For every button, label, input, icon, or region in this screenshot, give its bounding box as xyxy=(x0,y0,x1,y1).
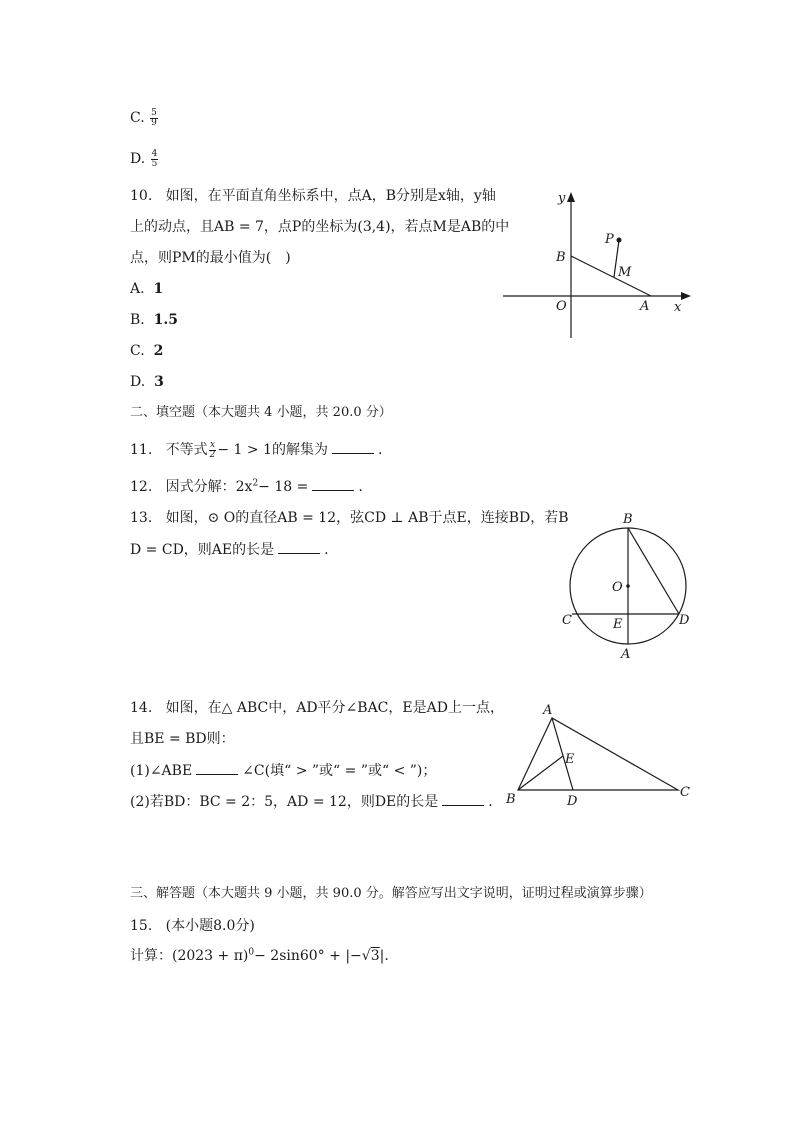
q12: 12. 因式分解：$2x^2- 18$ = . xyxy=(130,476,363,497)
q10-coordinate-figure xyxy=(495,180,705,345)
label-a: A xyxy=(640,299,650,314)
center-o xyxy=(626,584,630,588)
q10-option-a: A. 1 xyxy=(130,281,164,297)
x-axis-arrow-icon xyxy=(681,292,691,300)
label-p: P xyxy=(605,232,614,247)
q10-line-2: 上的动点，且AB = 7，点P的坐标为(3,4)，若点M是AB的中 xyxy=(130,219,510,235)
label-e: E xyxy=(565,752,575,767)
q14-triangle-figure xyxy=(500,698,700,810)
point-p xyxy=(617,238,622,243)
answer-blank xyxy=(442,791,484,806)
label-d: D xyxy=(679,613,690,628)
fraction: $\frac{5}{9}$ xyxy=(151,107,157,128)
label-c: C xyxy=(680,785,690,800)
section-3-title: 三、解答题（本大题共 9 小题，共 90.0 分。解答应写出文字说明，证明过程或演算步骤） xyxy=(130,886,652,901)
label-o: O xyxy=(612,580,623,595)
segment-bd xyxy=(628,528,679,614)
q14-part-2: (2)若BD：BC = 2：5，AD = 12，则DE的长是 . xyxy=(130,791,493,812)
label-b: B xyxy=(623,512,633,527)
answer-blank xyxy=(312,476,354,491)
q10-option-d: D. 3 xyxy=(130,374,164,390)
q15-header: 15. (本小题8.0分) xyxy=(130,918,255,934)
label-b: B xyxy=(556,250,566,265)
label-a: A xyxy=(543,703,553,718)
triangle-abc xyxy=(518,718,678,790)
q13-line-1: 13. 如图，⊙ O的直径AB = 12，弦CD ⊥ AB于点E，连接BD，若B xyxy=(130,510,569,526)
section-2-title: 二、填空题（本大题共 4 小题，共 20.0 分） xyxy=(130,405,392,420)
q14-line-1: 14. 如图，在△ ABC中，AD平分∠BAC，E是AD上一点， xyxy=(130,700,504,716)
label-e: E xyxy=(613,617,623,632)
fraction: $\frac{x}{2}$ xyxy=(209,439,216,460)
q10-option-c: C. 2 xyxy=(130,343,164,359)
q14-line-2: 且BE = BD则： xyxy=(130,731,235,747)
label-m: M xyxy=(618,265,632,280)
q9-option-c: C. $\frac{5}{9}$ xyxy=(130,107,157,128)
q10-option-b: B. 1.5 xyxy=(130,312,179,328)
label-o: O xyxy=(556,299,567,314)
fraction: $\frac{4}{5}$ xyxy=(151,148,158,169)
segment-ab xyxy=(571,256,651,296)
answer-blank xyxy=(278,539,320,554)
q10-line-1: 10. 如图，在平面直角坐标系中，点A，B分别是x轴，y轴 xyxy=(130,188,496,204)
q11: 11. 不等式 $\frac{x}{2}$ − 1 > 1的解集为 . xyxy=(130,439,383,460)
sqrt-icon: √ xyxy=(361,948,371,964)
label-c: C xyxy=(562,613,572,628)
q13-circle-figure xyxy=(555,505,705,667)
label-d: D xyxy=(567,794,578,809)
label-a: A xyxy=(621,647,631,662)
y-axis-arrow-icon xyxy=(567,192,575,202)
q13-line-2: D = CD，则AE的长是 . xyxy=(130,539,329,560)
q9-option-d: D. $\frac{4}{5}$ xyxy=(130,148,158,169)
answer-blank xyxy=(332,439,374,454)
q14-part-1: (1)∠ABE ∠C(填“ > ”或“ = ”或“ < ”)； xyxy=(130,760,436,781)
segment-be xyxy=(518,756,563,790)
answer-blank xyxy=(196,760,238,775)
label-b: B xyxy=(506,792,516,807)
q10-line-3: 点，则PM的最小值为( ) xyxy=(130,250,291,266)
q15-expression: 计算：$(2023 + \pi)^0- 2\sin 60^\circ + |-√3|$. xyxy=(130,947,389,964)
label-x: x xyxy=(674,300,682,315)
label-y: y xyxy=(558,191,566,206)
